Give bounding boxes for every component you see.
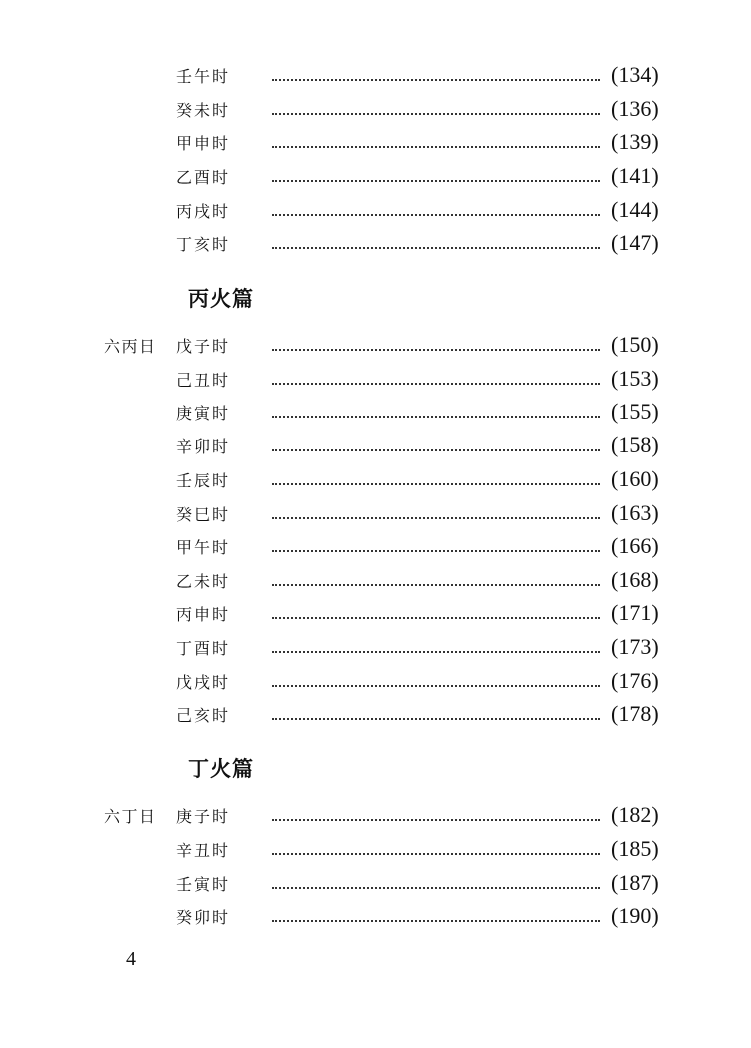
entry-label: 乙未时 [176,572,231,591]
entry-page: (153) [611,366,659,391]
entry-label: 庚子时 [176,807,231,826]
toc-entry [0,96,751,126]
entry-label: 己亥时 [176,706,231,725]
toc-entry [0,366,751,396]
entry-page: (190) [611,903,659,928]
dot-leader [272,79,600,81]
entry-label: 癸卯时 [176,908,231,927]
entry-page: (187) [611,870,659,895]
toc-entry [0,197,751,227]
entry-page: (134) [611,62,659,87]
page-number: 4 [126,948,136,970]
entry-page: (136) [611,96,659,121]
dot-leader [272,483,600,485]
dot-leader [272,718,600,720]
entry-label: 壬午时 [176,67,231,86]
entry-page: (150) [611,332,659,357]
toc-entry [0,500,751,530]
toc-entry [0,836,751,866]
dot-leader [272,349,600,351]
section-heading: 丁火篇 [188,756,254,781]
entry-page: (173) [611,634,659,659]
entry-label: 癸巳时 [176,505,231,524]
entry-prefix: 六丁日 [104,807,157,826]
entry-page: (168) [611,567,659,592]
dot-leader [272,214,600,216]
toc-entry [0,600,751,630]
dot-leader [272,449,600,451]
toc-entry [0,668,751,698]
entry-page: (166) [611,533,659,558]
dot-leader [272,383,600,385]
entry-label: 戊戌时 [176,673,231,692]
dot-leader [272,180,600,182]
dot-leader [272,550,600,552]
entry-label: 甲午时 [176,538,231,557]
dot-leader [272,517,600,519]
toc-entry [0,163,751,193]
dot-leader [272,685,600,687]
entry-page: (139) [611,129,659,154]
dot-leader [272,416,600,418]
entry-label: 丁亥时 [176,235,231,254]
entry-label: 庚寅时 [176,404,231,423]
entry-page: (158) [611,432,659,457]
toc-entry [0,802,751,832]
dot-leader [272,146,600,148]
entry-page: (163) [611,500,659,525]
entry-page: (178) [611,701,659,726]
section-heading: 丙火篇 [188,286,254,311]
entry-label: 辛丑时 [176,841,231,860]
toc-entry [0,567,751,597]
dot-leader [272,920,600,922]
dot-leader [272,819,600,821]
entry-page: (171) [611,600,659,625]
toc-entry [0,399,751,429]
entry-label: 丙申时 [176,605,231,624]
entry-page: (182) [611,802,659,827]
entry-label: 癸未时 [176,101,231,120]
entry-label: 辛卯时 [176,437,231,456]
entry-label: 壬寅时 [176,875,231,894]
entry-page: (155) [611,399,659,424]
entry-page: (160) [611,466,659,491]
dot-leader [272,247,600,249]
entry-label: 己丑时 [176,371,231,390]
entry-page: (141) [611,163,659,188]
entry-page: (176) [611,668,659,693]
entry-label: 壬辰时 [176,471,231,490]
entry-prefix: 六丙日 [104,337,157,356]
entry-label: 甲申时 [176,134,231,153]
entry-page: (147) [611,230,659,255]
entry-page: (144) [611,197,659,222]
dot-leader [272,617,600,619]
toc-entry [0,62,751,92]
entry-page: (185) [611,836,659,861]
dot-leader [272,584,600,586]
toc-entry [0,634,751,664]
toc-entry [0,533,751,563]
toc-entry [0,230,751,260]
entry-label: 丙戌时 [176,202,231,221]
toc-entry [0,466,751,496]
entry-label: 戊子时 [176,337,231,356]
toc-entry [0,432,751,462]
toc-entry [0,332,751,362]
dot-leader [272,651,600,653]
toc-entry [0,129,751,159]
dot-leader [272,853,600,855]
toc-entry [0,903,751,933]
dot-leader [272,887,600,889]
entry-label: 乙酉时 [176,168,231,187]
dot-leader [272,113,600,115]
entry-label: 丁酉时 [176,639,231,658]
toc-entry [0,701,751,731]
toc-entry [0,870,751,900]
